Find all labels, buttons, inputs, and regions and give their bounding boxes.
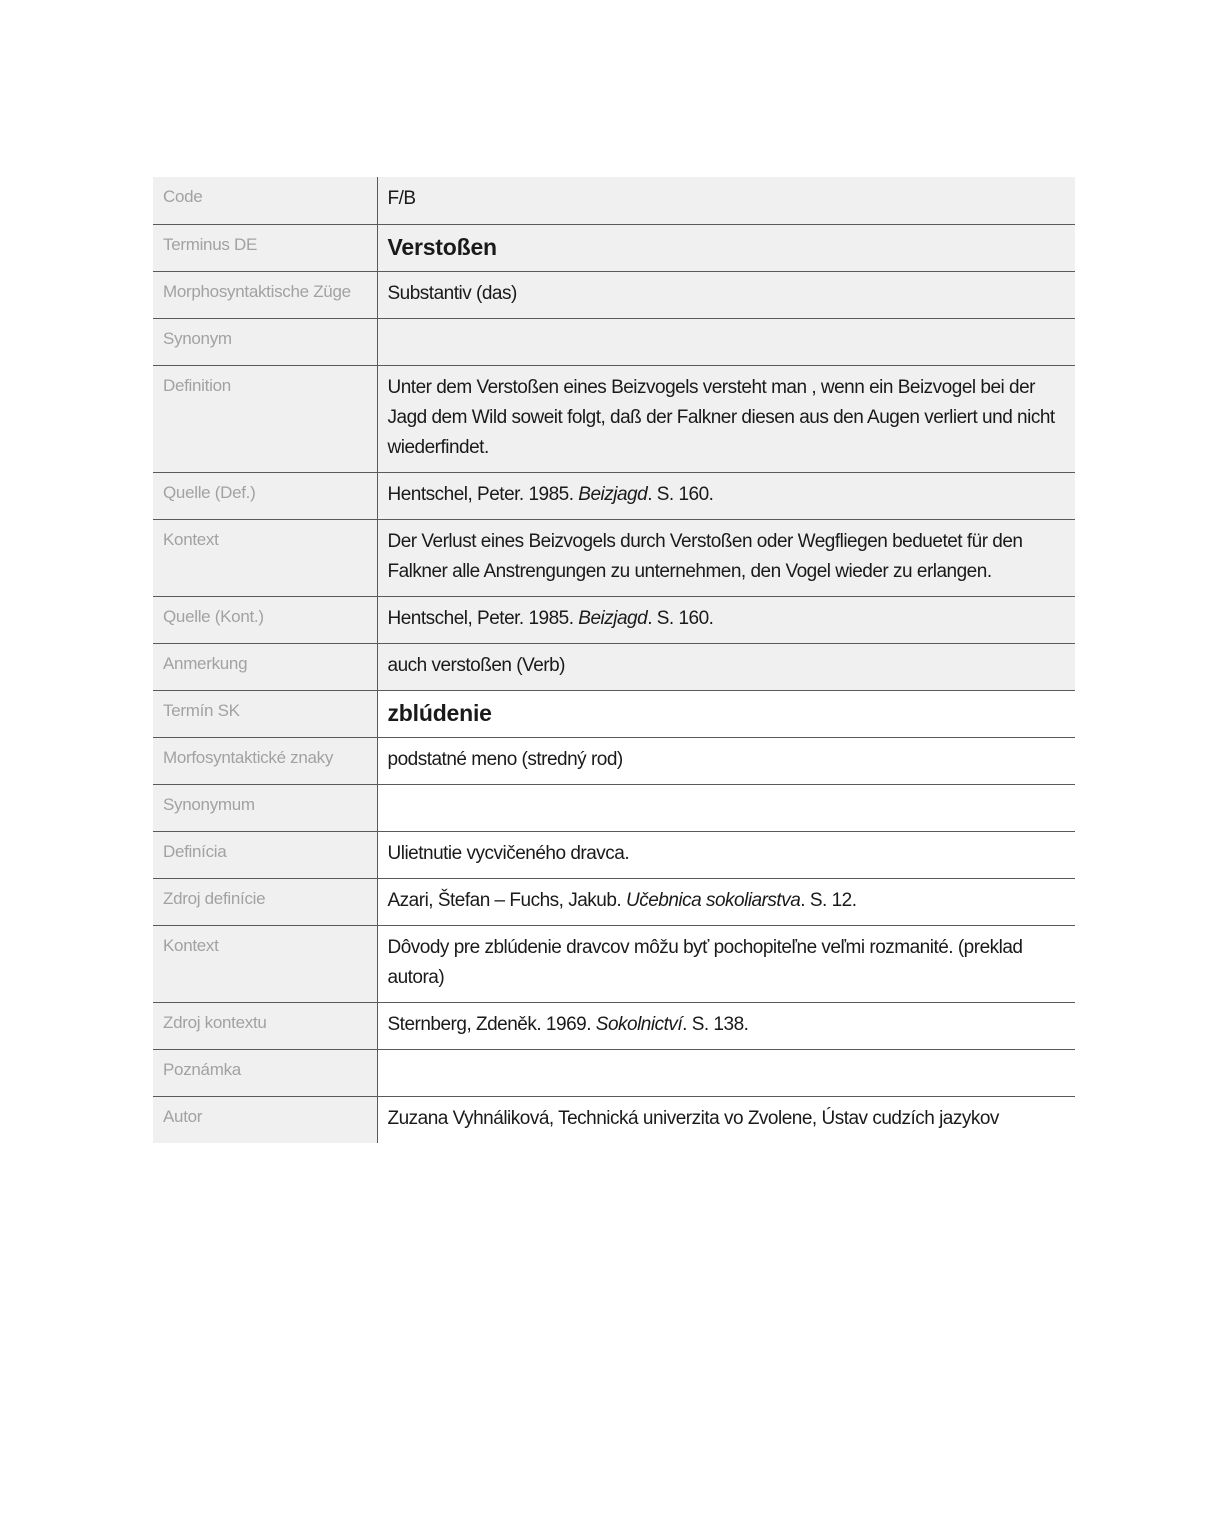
row-definition-de [153,365,1075,472]
source-author: Hentschel, Peter. 1985. [387,607,579,629]
row-quelle-kont [153,596,1075,643]
value-poznamka [377,1049,1075,1096]
row-kontext-sk [153,925,1075,1002]
source-title: Sokolnictví [595,1013,683,1035]
row-zdroj-kontextu [153,1002,1075,1049]
label-synonymum-sk: Synonymum [153,784,377,831]
source-author: Azari, Štefan – Fuchs, Jakub. [387,889,626,911]
row-synonym-de [153,318,1075,365]
row-terminus-de [153,224,1075,271]
label-zdroj-definicie: Zdroj definície [153,878,377,925]
source-page: . S. 12. [800,889,857,911]
label-termin-sk: Termín SK [153,690,377,737]
value-anmerkung: auch verstoßen (Verb) [377,643,1075,690]
value-terminus-de: Verstoßen [377,224,1075,271]
label-quelle-kont: Quelle (Kont.) [153,596,377,643]
terminology-entry-table [153,177,1075,1143]
label-poznamka: Poznámka [153,1049,377,1096]
row-morfosyntax-sk [153,737,1075,784]
source-title: Beizjagd [578,607,648,629]
label-autor: Autor [153,1096,377,1143]
label-quelle-def: Quelle (Def.) [153,472,377,519]
row-synonymum-sk [153,784,1075,831]
label-definition-de: Definition [153,365,377,472]
row-kontext-de [153,519,1075,596]
value-code: F/B [377,177,1075,224]
row-quelle-def [153,472,1075,519]
row-zdroj-definicie [153,878,1075,925]
row-anmerkung [153,643,1075,690]
label-code: Code [153,177,377,224]
source-page: . S. 160. [647,607,714,629]
source-page: . S. 160. [647,483,714,505]
value-definition-de: Unter dem Verstoßen eines Beizvogels versteht man , wenn ein Beizvogel bei der Jagd dem Wild soweit folgt, daß der Falkner diesen aus den Augen verliert und nicht wiederfindet. [377,365,1075,472]
label-anmerkung: Anmerkung [153,643,377,690]
value-morfosyntax-sk: podstatné meno (stredný rod) [387,748,623,770]
value-zdroj-definicie [377,878,1075,925]
row-poznamka [153,1049,1075,1096]
value-quelle-def [377,472,1075,519]
row-code [153,177,1075,224]
label-kontext-sk: Kontext [153,925,377,1002]
label-synonym-de: Synonym [153,318,377,365]
label-terminus-de: Terminus DE [153,224,377,271]
value-termin-sk: zblúdenie [387,699,492,726]
label-morphosyntax-de: Morphosyntaktische Züge [153,271,377,318]
label-morfosyntax-sk: Morfosyntaktické znaky [153,737,377,784]
source-author: Sternberg, Zdeněk. 1969. [387,1013,596,1035]
source-author: Hentschel, Peter. 1985. [387,483,579,505]
source-title: Beizjagd [578,483,648,505]
row-autor [153,1096,1075,1143]
source-title: Učebnica sokoliarstva [625,889,801,911]
value-synonymum-sk [377,784,1075,831]
label-kontext-de: Kontext [153,519,377,596]
value-autor: Zuzana Vyhnáliková, Technická univerzita vo Zvolene, Ústav cudzích jazykov [387,1107,999,1129]
label-definicia-sk: Definícia [153,831,377,878]
value-kontext-sk: Dôvody pre zblúdenie dravcov môžu byť pochopiteľne veľmi rozmanité. (preklad autora) [387,936,1023,988]
value-synonym-de [377,318,1075,365]
value-definicia-sk: Ulietnutie vycvičeného dravca. [387,842,630,864]
value-quelle-kont [377,596,1075,643]
row-morphosyntax-de [153,271,1075,318]
source-page: . S. 138. [682,1013,749,1035]
value-morphosyntax-de: Substantiv (das) [377,271,1075,318]
row-definicia-sk [153,831,1075,878]
value-kontext-de: Der Verlust eines Beizvogels durch Verstoßen oder Wegfliegen beduetet für den Falkner alle Anstrengungen zu unternehmen, den Vogel wieder zu erlangen. [377,519,1075,596]
value-zdroj-kontextu [377,1002,1075,1049]
label-zdroj-kontextu: Zdroj kontextu [153,1002,377,1049]
row-termin-sk [153,690,1075,737]
